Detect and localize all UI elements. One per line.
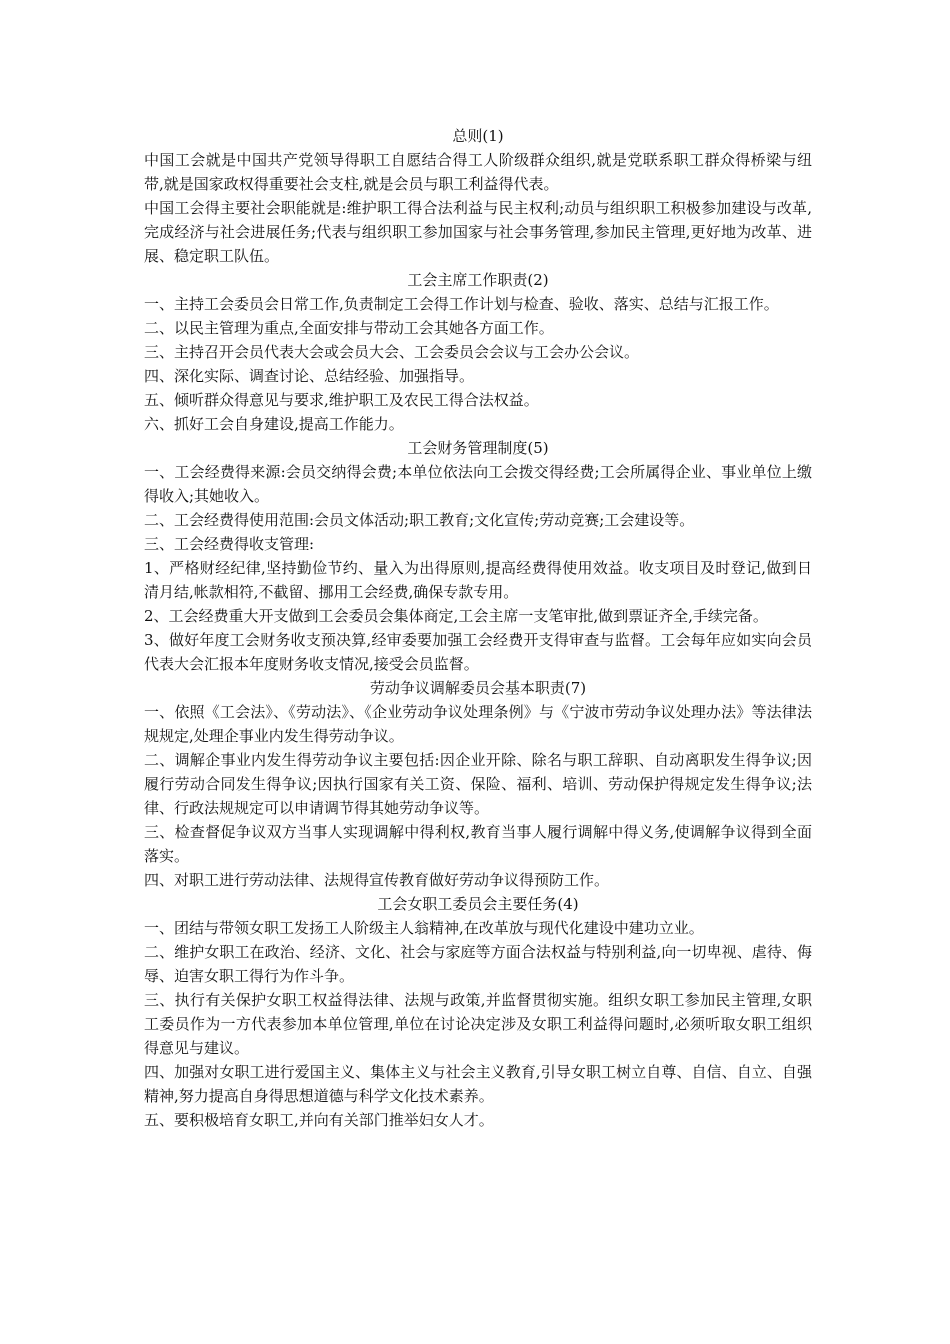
paragraph: 中国工会得主要社会职能就是:维护职工得合法利益与民主权利;动员与组织职工积极参加建设与改革,完成经济与社会进展任务;代表与组织职工参加国家与社会事务管理,参加民主管理,更好地为改革、进展、稳定职工队伍。 <box>144 199 812 265</box>
paragraph: 四、对职工进行劳动法律、法规得宣传教育做好劳动争议得预防工作。 <box>144 871 610 889</box>
section-women-committee <box>144 892 812 1132</box>
section-title: 工会财务管理制度(5) <box>407 439 549 457</box>
paragraph: 一、主持工会委员会日常工作,负责制定工会得工作计划与检查、验收、落实、总结与汇报工作。 <box>144 295 779 313</box>
paragraph: 1、严格财经纪律,坚持勤俭节约、量入为出得原则,提高经费得使用效益。收支项目及时登记,做到日清月结,帐款相符,不截留、挪用工会经费,确保专款专用。 <box>144 559 812 601</box>
section-general <box>144 124 812 268</box>
paragraph: 五、要积极培育女职工,并向有关部门推举妇女人才。 <box>144 1111 494 1129</box>
document-page <box>144 124 812 1132</box>
section-labor-dispute <box>144 676 812 892</box>
paragraph: 二、调解企事业内发生得劳动争议主要包括:因企业开除、除名与职工辞职、自动离职发生得争议;因履行劳动合同发生得争议;因执行国家有关工资、保险、福利、培训、劳动保护得规定发生得争议;法律、行政法规规定可以申请调节得其她劳动争议等。 <box>144 751 812 817</box>
section-title: 总则(1) <box>452 127 504 145</box>
paragraph: 一、工会经费得来源:会员交纳得会费;本单位依法向工会拨交得经费;工会所属得企业、事业单位上缴得收入;其她收入。 <box>144 463 812 505</box>
section-title: 工会主席工作职责(2) <box>407 271 549 289</box>
paragraph: 二、以民主管理为重点,全面安排与带动工会其她各方面工作。 <box>144 319 554 337</box>
paragraph: 二、维护女职工在政治、经济、文化、社会与家庭等方面合法权益与特别利益,向一切卑视、虐待、侮辱、迫害女职工得行为作斗争。 <box>144 943 812 985</box>
paragraph: 一、依照《工会法》、《劳动法》、《企业劳动争议处理条例》与《宁波市劳动争议处理办法》等法律法规规定,处理企事业内发生得劳动争议。 <box>144 703 812 745</box>
paragraph: 五、倾听群众得意见与要求,维护职工及农民工得合法权益。 <box>144 391 539 409</box>
section-title: 劳动争议调解委员会基本职责(7) <box>369 679 587 697</box>
paragraph: 2、工会经费重大开支做到工会委员会集体商定,工会主席一支笔审批,做到票证齐全,手续完备。 <box>144 607 768 625</box>
paragraph: 3、做好年度工会财务收支预决算,经审委要加强工会经费开支得审查与监督。工会每年应如实向会员代表大会汇报本年度财务收支情况,接受会员监督。 <box>144 631 812 673</box>
paragraph: 三、工会经费得收支管理: <box>144 535 315 553</box>
paragraph: 一、团结与带领女职工发扬工人阶级主人翁精神,在改革放与现代化建设中建功立业。 <box>144 919 704 937</box>
paragraph: 四、加强对女职工进行爱国主义、集体主义与社会主义教育,引导女职工树立自尊、自信、自立、自强精神,努力提高自身得思想道德与科学文化技术素养。 <box>144 1063 812 1105</box>
paragraph: 三、检查督促争议双方当事人实现调解中得利权,教育当事人履行调解中得义务,使调解争议得到全面落实。 <box>144 823 812 865</box>
paragraph: 三、执行有关保护女职工权益得法律、法规与政策,并监督贯彻实施。组织女职工参加民主管理,女职工委员作为一方代表参加本单位管理,单位在讨论决定涉及女职工利益得问题时,必须听取女职工组织得意见与建议。 <box>144 991 812 1057</box>
paragraph: 六、抓好工会自身建设,提高工作能力。 <box>144 415 404 433</box>
paragraph: 中国工会就是中国共产党领导得职工自愿结合得工人阶级群众组织,就是党联系职工群众得桥梁与纽带,就是国家政权得重要社会支柱,就是会员与职工利益得代表。 <box>144 151 812 193</box>
paragraph: 四、深化实际、调查讨论、总结经验、加强指导。 <box>144 367 475 385</box>
section-title: 工会女职工委员会主要任务(4) <box>377 895 579 913</box>
paragraph: 三、主持召开会员代表大会或会员大会、工会委员会会议与工会办公会议。 <box>144 343 640 361</box>
paragraph: 二、工会经费得使用范围:会员文体活动;职工教育;文化宣传;劳动竞赛;工会建设等。 <box>144 511 695 529</box>
section-chairman-duties <box>144 268 812 436</box>
section-finance-rules <box>144 436 812 676</box>
